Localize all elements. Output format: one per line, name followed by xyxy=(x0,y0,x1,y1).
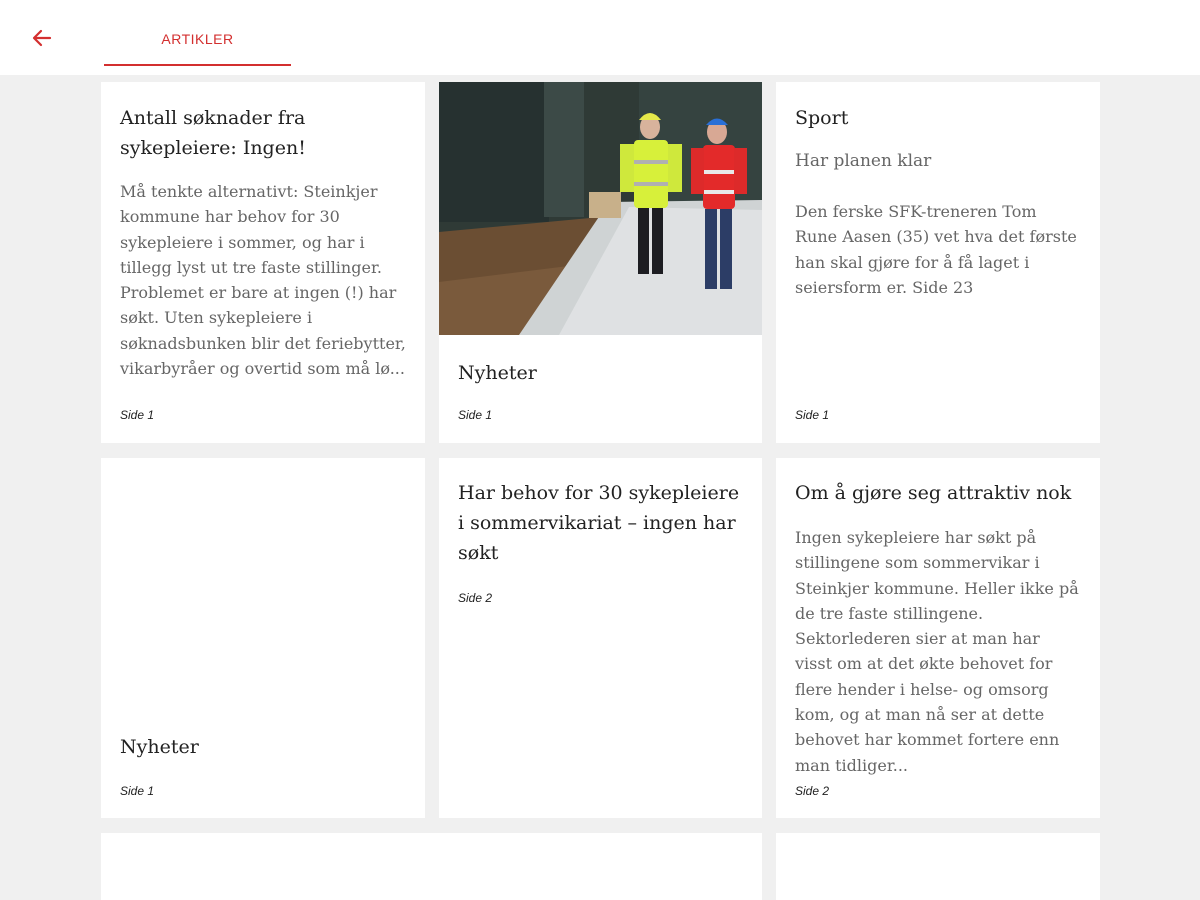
article-card[interactable] xyxy=(439,458,762,818)
page-label: Side 1 xyxy=(795,408,830,422)
article-title: Antall søknader fra sykepleiere: Ingen! xyxy=(120,107,306,159)
article-card[interactable] xyxy=(439,82,762,443)
article-title: Nyheter xyxy=(458,362,537,384)
page-label: Side 2 xyxy=(795,784,830,798)
back-button[interactable] xyxy=(26,22,58,54)
article-card[interactable] xyxy=(101,458,425,818)
article-card[interactable] xyxy=(101,82,425,443)
article-title: Nyheter xyxy=(120,736,199,758)
article-card[interactable] xyxy=(101,833,762,900)
article-title: Om å gjøre seg attraktiv nok xyxy=(795,482,1072,504)
tab-label: ARTIKLER xyxy=(161,31,234,47)
article-excerpt: Ingen sykepleiere har søkt på stillingene som sommervikar i Steinkjer kommune. Heller ikke på de tre faste stillingene. Sektorlederen sier at man har visst om at det økte behovet for flere hender i helse- og omsorg kom, og at man nå ser at dette behovet har kommet fortere enn man tidliger... xyxy=(795,528,1079,775)
page-label: Side 2 xyxy=(458,591,493,605)
article-title: Har behov for 30 sykepleiere i sommervikariat – ingen har søkt xyxy=(458,482,740,564)
page-label: Side 1 xyxy=(120,784,155,798)
article-title: Sport xyxy=(795,107,849,129)
top-bar xyxy=(0,0,1200,75)
article-photo xyxy=(439,82,762,335)
article-excerpt: Den ferske SFK-treneren Tom Rune Aasen (35) vet hva det første han skal gjøre for å få laget i seiersform er. Side 23 xyxy=(795,202,1077,297)
article-card[interactable] xyxy=(776,458,1100,818)
article-excerpt: Må tenkte alternativt: Steinkjer kommune har behov for 30 sykepleiere i sommer, og har i tillegg lyst ut tre faste stillinger. Problemet er bare at ingen (!) har søkt. Uten sykepleiere i søknadsbunken blir det feriebytter, vikarbyråer og overtid som må lø... xyxy=(120,182,406,379)
tab-artikler[interactable] xyxy=(104,0,291,66)
page-label: Side 1 xyxy=(120,408,155,422)
arrow-left-icon xyxy=(26,22,58,54)
article-card[interactable] xyxy=(776,833,1100,900)
article-subtitle: Har planen klar xyxy=(795,151,932,171)
article-card[interactable] xyxy=(776,82,1100,443)
page-label: Side 1 xyxy=(458,408,493,422)
